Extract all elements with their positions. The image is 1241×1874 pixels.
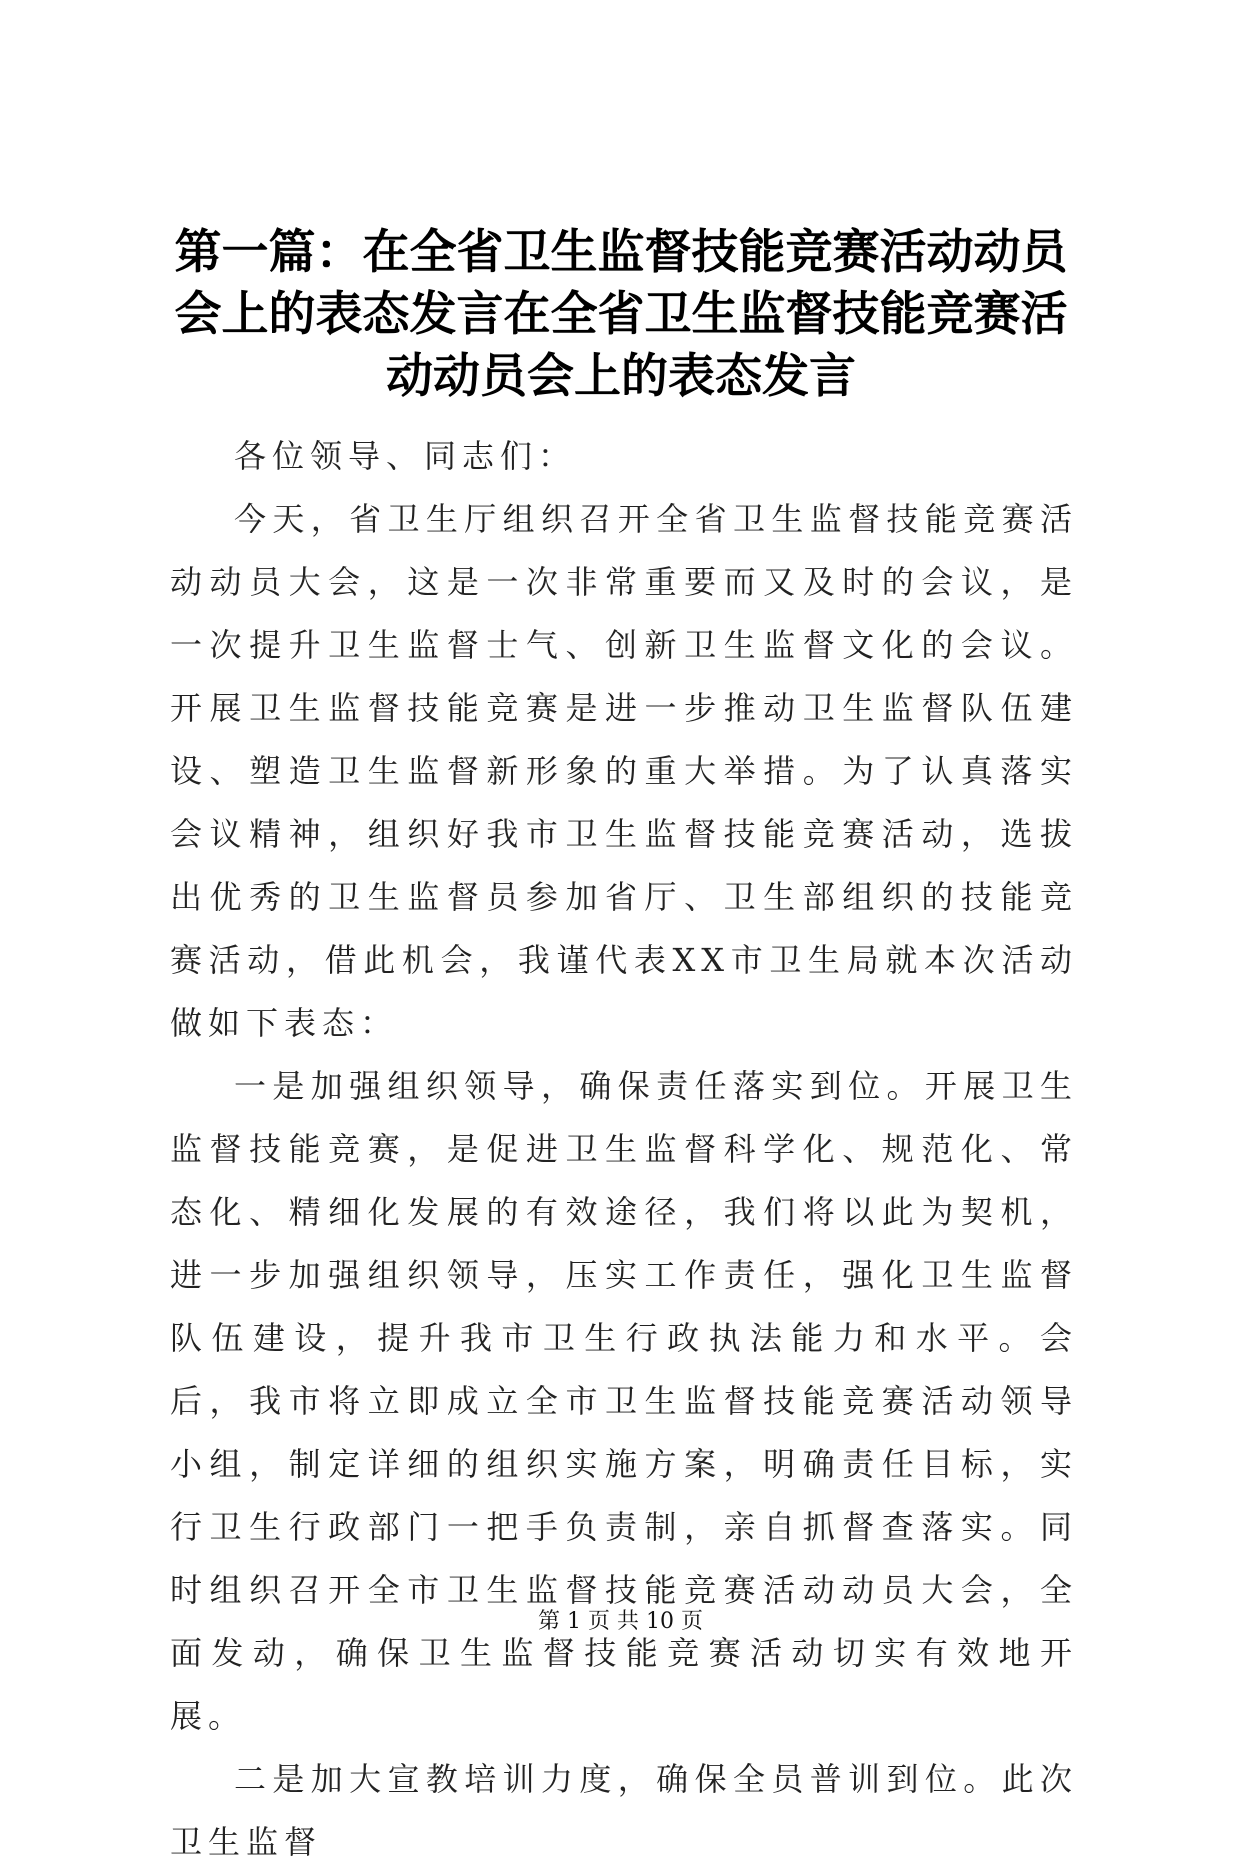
paragraph-salutation: 各位领导、同志们： xyxy=(234,437,577,475)
paragraph-point-two: 二是加大宣教培训力度，确保全员普训到位。此次卫生监督 xyxy=(170,1760,1078,1861)
document-body xyxy=(170,425,1078,1874)
paragraph-point-one: 一是加强组织领导，确保责任落实到位。开展卫生监督技能竞赛，是促进卫生监督科学化、规范化、常态化、精细化发展的有效途径，我们将以此为契机，进一步加强组织领导，压实工作责任，强化卫生监督队伍建设，提升我市卫生行政执法能力和水平。会后，我市将立即成立全市卫生监督技能竞赛活动领导小组，制定详细的组织实施方案，明确责任目标，实行卫生行政部门一把手负责制，亲自抓督查落实。同时组织召开全市卫生监督技能竞赛活动动员大会，全面发动，确保卫生监督技能竞赛活动切实有效地开展。 xyxy=(170,1067,1078,1735)
paragraph-intro: 今天，省卫生厅组织召开全省卫生监督技能竞赛活动动员大会，这是一次非常重要而又及时的会议，是一次提升卫生监督士气、创新卫生监督文化的会议。开展卫生监督技能竞赛是进一步推动卫生监督队伍建设、塑造卫生监督新形象的重大举措。为了认真落实会议精神，组织好我市卫生监督技能竞赛活动，选拔出优秀的卫生监督员参加省厅、卫生部组织的技能竞赛活动，借此机会，我谨代表XX市卫生局就本次活动做如下表态： xyxy=(170,500,1078,1042)
document-title: 第一篇：在全省卫生监督技能竞赛活动动员会上的表态发言在全省卫生监督技能竞赛活动动员会上的表态发言 xyxy=(174,225,1068,404)
page-number-footer: 第 1 页 共 10 页 xyxy=(538,1609,703,1634)
